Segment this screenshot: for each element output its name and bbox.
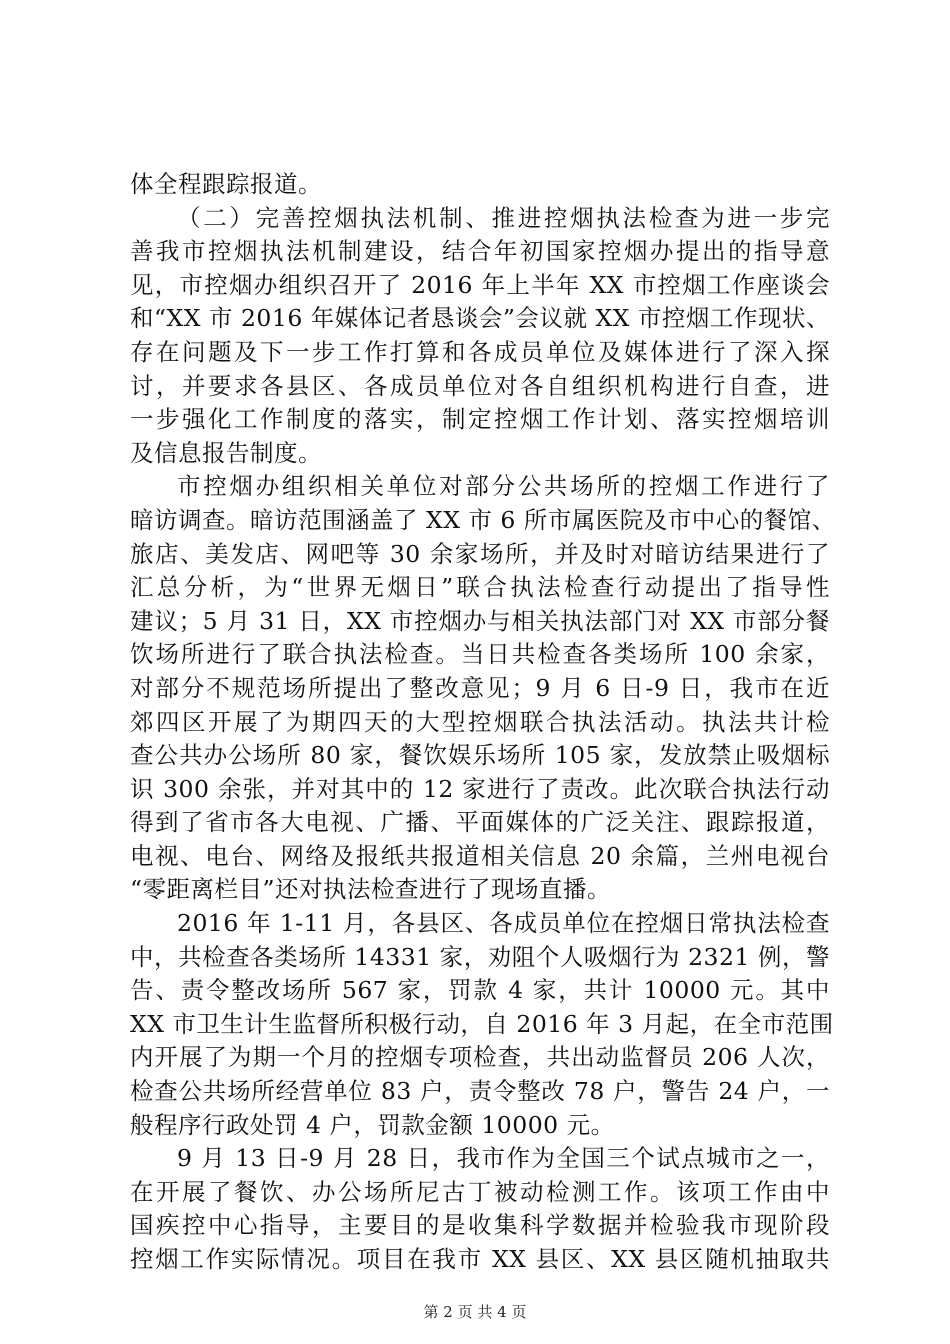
text-line: 及信息报告制度。 xyxy=(130,438,322,467)
paragraph xyxy=(130,168,830,202)
text-line: 2016 年 1-11 月，各县区、各成员单位在控烟日常执法检查 xyxy=(177,909,830,938)
text-line: 饮场所进行了联合执法检查。当日共检查各类场所 100 余家， xyxy=(130,640,830,669)
text-line: 一步强化工作制度的落实，制定控烟工作计划、落实控烟培训 xyxy=(130,405,830,434)
text-line: 旅店、美发店、网吧等 30 余家场所，并及时对暗访结果进行了 xyxy=(130,539,830,568)
text-line: 对部分不规范场所提出了整改意见；9 月 6 日-9 日，我市在近 xyxy=(130,673,830,702)
text-line: 和“XX 市 2016 年媒体记者恳谈会”会议就 XX 市控烟工作现状、 xyxy=(130,304,830,333)
text-line: 中，共检查各类场所 14331 家，劝阻个人吸烟行为 2321 例，警 xyxy=(130,942,830,971)
paragraph xyxy=(130,202,830,471)
text-line: 电视、电台、网络及报纸共报道相关信息 20 余篇，兰州电视台 xyxy=(130,841,830,870)
page-number: 第 2 页 共 4 页 xyxy=(423,1303,527,1321)
paragraph xyxy=(130,907,834,1142)
text-line: 检查公共场所经营单位 83 户，责令整改 78 户，警告 24 户，一 xyxy=(130,1077,830,1106)
text-line: 体全程跟踪报道。 xyxy=(130,170,322,198)
paragraph xyxy=(130,1142,830,1276)
text-line: 查公共办公场所 80 家，餐饮娱乐场所 105 家，发放禁止吸烟标 xyxy=(130,741,830,770)
text-line: 汇总分析，为“世界无烟日”联合执法检查行动提出了指导性 xyxy=(130,573,830,602)
document-body xyxy=(130,168,836,1277)
text-line: 善我市控烟执法机制建设，结合年初国家控烟办提出的指导意 xyxy=(130,237,830,266)
text-line: 暗访调查。暗访范围涵盖了 XX 市 6 所市属医院及市中心的餐馆、 xyxy=(130,505,836,534)
text-line: 得到了省市各大电视、广播、平面媒体的广泛关注、跟踪报道， xyxy=(130,808,830,837)
text-line: 控烟工作实际情况。项目在我市 XX 县区、XX 县区随机抽取共 xyxy=(130,1245,830,1273)
text-line: 建议；5 月 31 日，XX 市控烟办与相关执法部门对 XX 市部分餐 xyxy=(130,606,830,635)
text-line: 识 300 余张，并对其中的 12 家进行了责改。此次联合执法行动 xyxy=(130,774,830,803)
text-line: 存在问题及下一步工作打算和各成员单位及媒体进行了深入探 xyxy=(130,337,830,366)
text-line: 告、责令整改场所 567 家，罚款 4 家，共计 10000 元。其中 xyxy=(130,976,830,1005)
text-line: 讨，并要求各县区、各成员单位对各自组织机构进行自查，进 xyxy=(130,371,830,400)
text-line: （二）完善控烟执法机制、推进控烟执法检查为进一步完 xyxy=(177,203,830,232)
text-line: 内开展了为期一个月的控烟专项检查，共出动监督员 206 人次， xyxy=(130,1043,830,1072)
text-line: 郊四区开展了为期四天的大型控烟联合执法活动。执法共计检 xyxy=(130,707,830,736)
text-line: “零距离栏目”还对执法检查进行了现场直播。 xyxy=(130,875,612,904)
text-line: 般程序行政处罚 4 户，罚款金额 10000 元。 xyxy=(130,1110,615,1139)
text-line: XX 市卫生计生监督所积极行动，自 2016 年 3 月起，在全市范围 xyxy=(130,1009,834,1038)
text-line: 市控烟办组织相关单位对部分公共场所的控烟工作进行了 xyxy=(177,472,830,501)
text-line: 见，市控烟办组织召开了 2016 年上半年 XX 市控烟工作座谈会 xyxy=(130,270,830,299)
page-footer xyxy=(0,1301,950,1322)
paragraph xyxy=(130,470,836,907)
text-line: 国疾控中心指导，主要目的是收集科学数据并检验我市现阶段 xyxy=(130,1211,830,1240)
text-line: 在开展了餐饮、办公场所尼古丁被动检测工作。该项工作由中 xyxy=(130,1177,830,1206)
text-line: 9 月 13 日-9 月 28 日，我市作为全国三个试点城市之一， xyxy=(177,1144,830,1173)
